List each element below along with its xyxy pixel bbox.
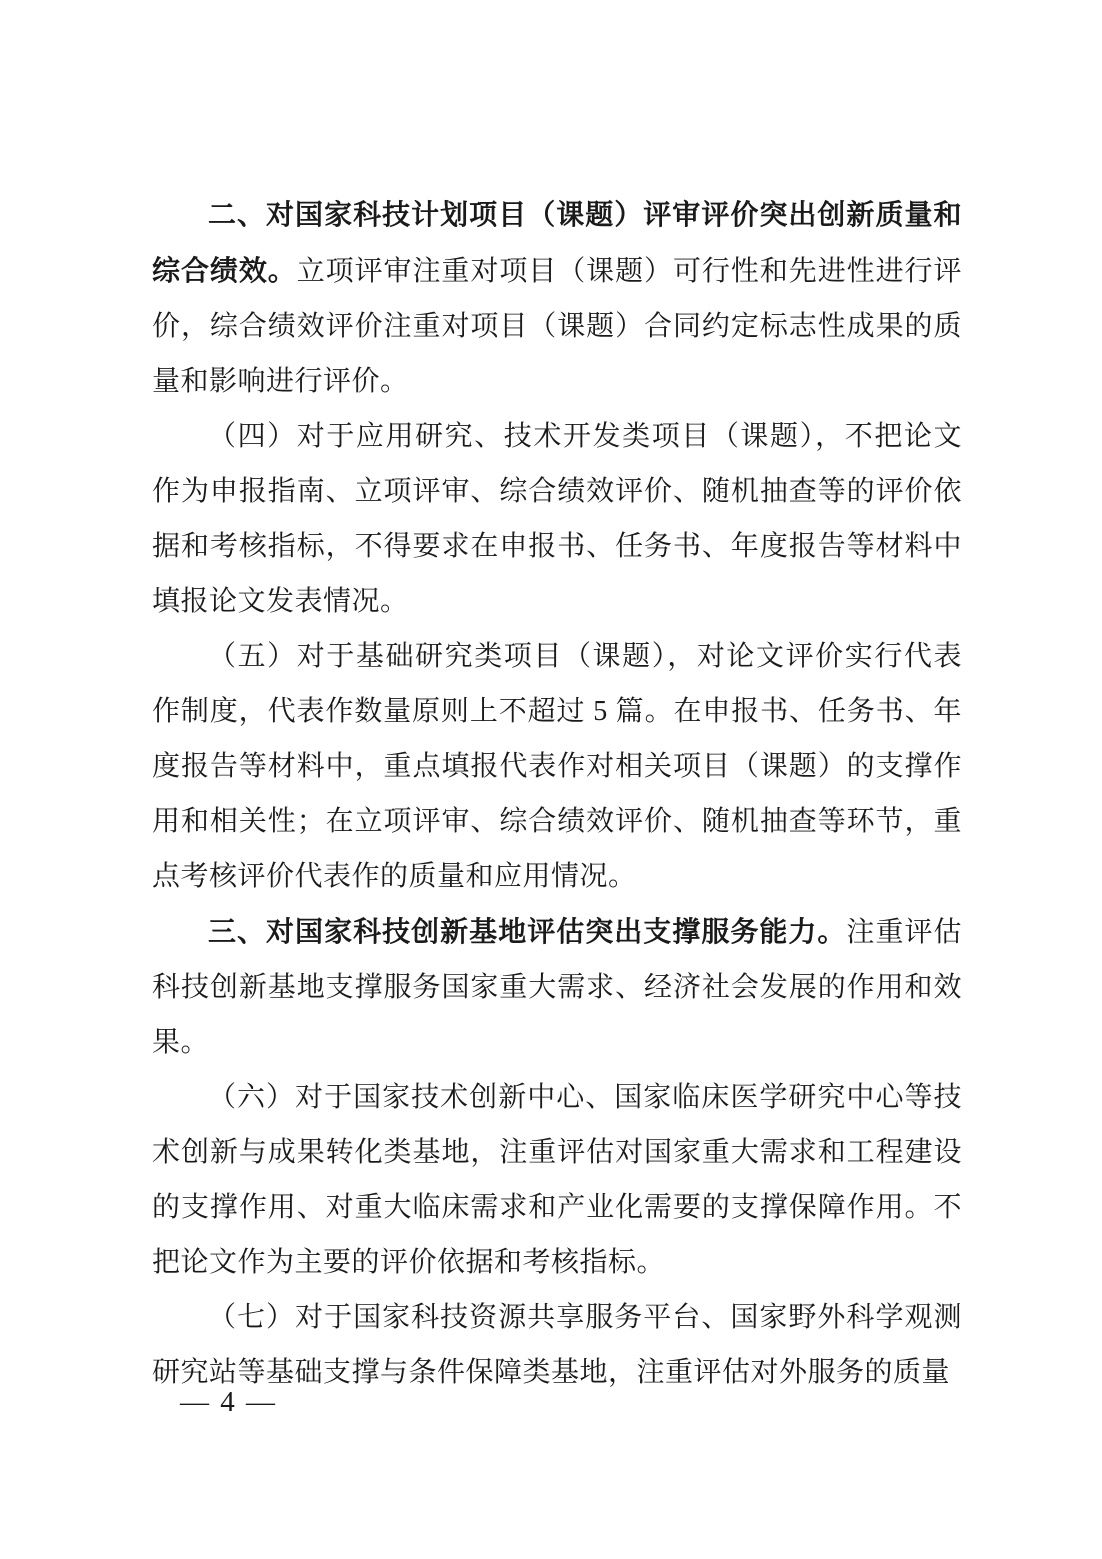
page-number: — 4 — <box>180 1386 277 1418</box>
paragraph <box>152 629 962 904</box>
document-body <box>152 187 962 1400</box>
body-text-run: （五）对于基础研究类项目（课题），对论文评价实行代表作制度，代表作数量原则上不超过 5 篇。在申报书、任务书、年度报告等材料中，重点填报代表作对相关项目（课题）的支撑作用和相关性；在立项评审、综合绩效评价、随机抽查等环节，重点考核评价代表作的质量和应用情况。 <box>152 641 962 892</box>
paragraph <box>152 187 962 409</box>
paragraph <box>152 1070 962 1290</box>
body-text-run: 立项评审注重对项目（课题）可行性和先进性进行评价，综合绩效评价注重对项目（课题）合同约定标志性成果的质量和影响进行评价。 <box>152 256 962 397</box>
body-text-run: （七）对于国家科技资源共享服务平台、国家野外科学观测研究站等基础支撑与条件保障类基地，注重评估对外服务的质量 <box>152 1302 962 1388</box>
section-heading-run: 三、对国家科技创新基地评估突出支撑服务能力。 <box>208 916 847 947</box>
body-text-run: （六）对于国家技术创新中心、国家临床医学研究中心等技术创新与成果转化类基地，注重评估对国家重大需求和工程建设的支撑作用、对重大临床需求和产业化需要的支撑保障作用。不把论文作为主要的评价依据和考核指标。 <box>152 1082 962 1278</box>
section-heading-run: 二、对国家科技计划项目（课题）评审评价突出创新质量和综合绩效。 <box>152 199 962 286</box>
paragraph <box>152 904 962 1070</box>
paragraph <box>152 409 962 629</box>
body-text-run: （四）对于应用研究、技术开发类项目（课题），不把论文作为申报指南、立项评审、综合绩效评价、随机抽查等的评价依据和考核指标，不得要求在申报书、任务书、年度报告等材料中填报论文发表情况。 <box>152 421 962 617</box>
page-footer <box>180 1382 277 1422</box>
body-text-run: 注重评估科技创新基地支撑服务国家重大需求、经济社会发展的作用和效果。 <box>152 917 962 1058</box>
